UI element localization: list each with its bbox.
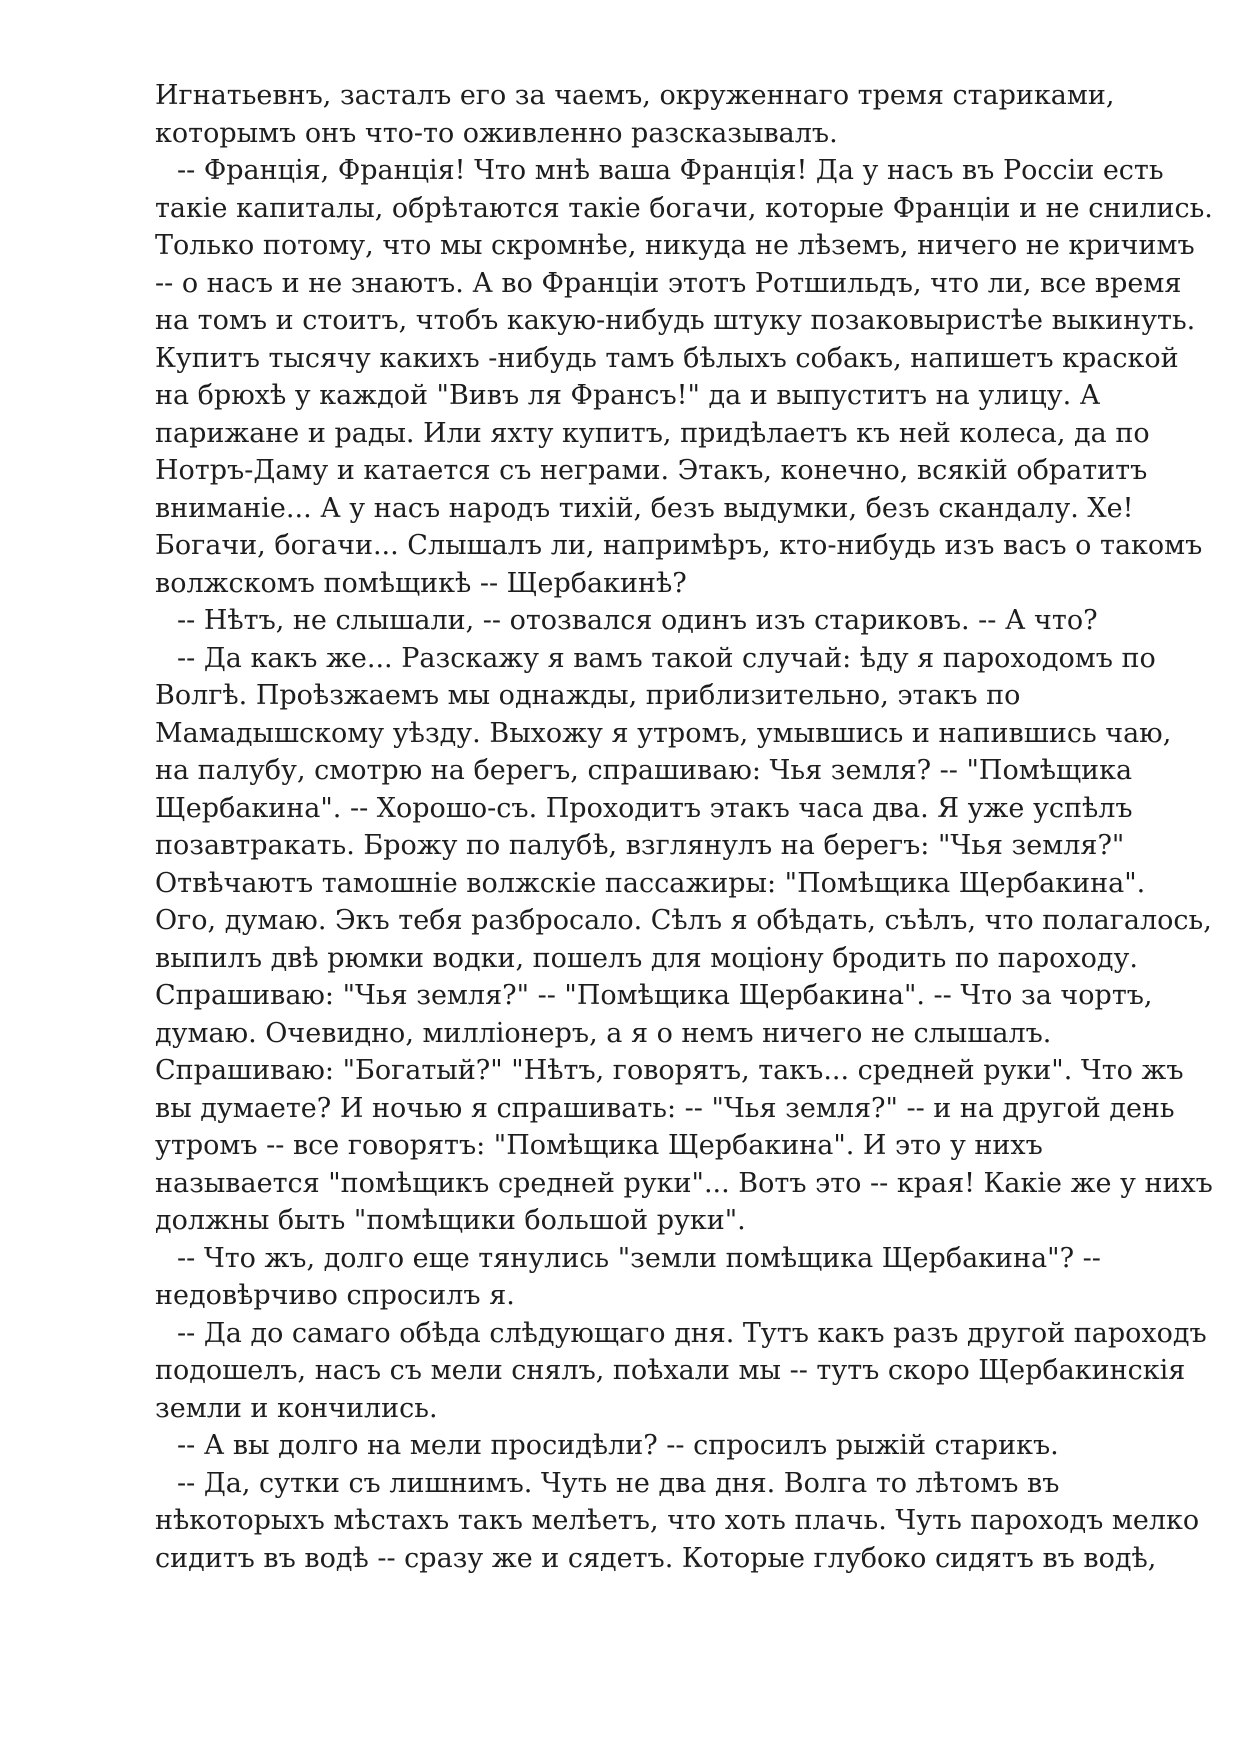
text-line: Щербакина". -- Хорошо-съ. Проходитъ этакъ часа два. Я уже успѣлъ: [155, 792, 1133, 824]
text-line: вниманiе... А у насъ народъ тихiй, безъ выдумки, безъ скандалу. Хе!: [155, 492, 1134, 524]
text-line: на палубу, смотрю на берегъ, спрашиваю: Чья земля? -- "Помѣщика: [155, 755, 1133, 786]
text-line: подошелъ, насъ съ мели снялъ, поѣхали мы -- тутъ скоро Щербакинскiя: [155, 1355, 1186, 1386]
text-line: утромъ -- все говорятъ: "Помѣщика Щербакина". И это у нихъ: [155, 1130, 1043, 1161]
text-line: на брюхѣ у каждой "Вивъ ля Франсъ!" да и выпуститъ на улицу. А: [155, 380, 1101, 411]
text-line: парижане и рады. Или яхту купитъ, придѣлаетъ къ ней колеса, да по: [155, 417, 1150, 449]
text-line: вы думаете? И ночью я спрашивать: -- "Чья земля?" -- и на другой день: [155, 1092, 1175, 1124]
text-line: выпилъ двѣ рюмки водки, пошелъ для моцiону бродить по пароходу.: [155, 942, 1138, 974]
text-line: волжскомъ помѣщикѣ -- Щербакинѣ?: [155, 567, 687, 599]
text-line: на томъ и стоитъ, чтобъ какую-нибудь штуку позаковыристѣе выкинуть.: [155, 305, 1196, 336]
text-line: Ого, думаю. Экъ тебя разбросало. Сѣлъ я обѣдать, съѣлъ, что полагалось,: [155, 905, 1212, 936]
text-line: недовѣрчиво спросилъ я.: [155, 1280, 515, 1311]
text-line: должны быть "помѣщики большой руки".: [155, 1205, 746, 1236]
text-line: Отвѣчаютъ тамошнiе волжскiе пассажиры: "Помѣщика Щербакина".: [155, 867, 1146, 899]
text-line: думаю. Очевидно, миллiонеръ, а я о немъ ничего не слышалъ.: [155, 1017, 1052, 1049]
text-line: такiе капиталы, обрѣтаются такiе богачи, которые Францiи и не снились.: [155, 192, 1213, 224]
text-line: Купитъ тысячу какихъ -нибудь тамъ бѣлыхъ собакъ, напишетъ краской: [155, 342, 1179, 374]
document-page: [155, 77, 1213, 1577]
text-line: сидитъ въ водѣ -- сразу же и сядетъ. Которые глубоко сидятъ въ водѣ,: [155, 1542, 1157, 1574]
text-line: -- Что жъ, долго еще тянулись "земли помѣщика Щербакина"? --: [177, 1242, 1101, 1274]
text-line: -- Да, сутки съ лишнимъ. Чуть не два дня. Волга то лѣтомъ въ: [177, 1467, 1060, 1499]
text-line: -- А вы долго на мели просидѣли? -- спросилъ рыжiй старикъ.: [177, 1430, 1059, 1461]
text-line: позавтракать. Брожу по палубѣ, взглянулъ на берегъ: "Чья земля?": [155, 830, 1125, 861]
text-line: земли и кончились.: [155, 1392, 438, 1424]
text-line: называется "помѣщикъ средней руки"... Вотъ это -- края! Какiе же у нихъ: [155, 1167, 1213, 1199]
text-line: Мамадышскому уѣзду. Выхожу я утромъ, умывшись и напившись чаю,: [155, 717, 1172, 749]
text-line: Спрашиваю: "Богатый?" "Нѣтъ, говорятъ, такъ... средней руки". Что жъ: [155, 1055, 1184, 1086]
text-line: -- Да какъ же... Разскажу я вамъ такой случай: ѣду я пароходомъ по: [177, 642, 1156, 674]
text-line: Только потому, что мы скромнѣе, никуда не лѣземъ, ничего не кричимъ: [155, 230, 1195, 261]
text-line: Спрашиваю: "Чья земля?" -- "Помѣщика Щербакина". -- Что за чортъ,: [155, 980, 1153, 1011]
text-line: Волгѣ. Проѣзжаемъ мы однажды, приблизительно, этакъ по: [155, 680, 1021, 711]
text-line: Богачи, богачи... Слышалъ ли, напримѣръ, кто-нибудь изъ васъ о такомъ: [155, 530, 1203, 561]
text-line: -- Да до самаго обѣда слѣдующаго дня. Тутъ какъ разъ другой пароходъ: [177, 1317, 1207, 1349]
text-line: Игнатьевнъ, засталъ его за чаемъ, окруженнаго тремя стариками,: [155, 80, 1115, 111]
text-line: -- Францiя, Францiя! Что мнѣ ваша Францiя! Да у насъ въ Россiи есть: [177, 155, 1164, 186]
text-line: Нотръ-Даму и катается съ неграми. Этакъ, конечно, всякiй обратитъ: [155, 455, 1148, 486]
text-line: нѣкоторыхъ мѣстахъ такъ мелѣетъ, что хоть плачь. Чуть пароходъ мелко: [155, 1505, 1200, 1536]
text-line: -- о насъ и не знаютъ. А во Францiи этотъ Ротшильдъ, что ли, все время: [155, 267, 1182, 299]
text-line: которымъ онъ что-то оживленно разсказывалъ.: [155, 117, 838, 149]
text-line: -- Нѣтъ, не слышали, -- отозвался одинъ изъ стариковъ. -- А что?: [177, 605, 1098, 636]
